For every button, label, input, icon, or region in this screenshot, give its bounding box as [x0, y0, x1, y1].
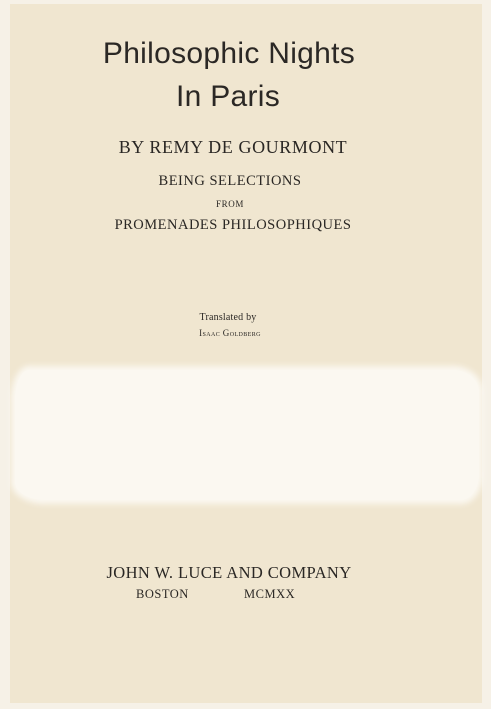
- publisher-name: JOHN W. LUCE AND COMPANY: [106, 563, 352, 582]
- selections-line-2: FROM: [216, 199, 244, 209]
- erased-stamp-area: [15, 370, 479, 500]
- publication-year: MCMXX: [244, 587, 296, 601]
- translator-name: Isaac Goldberg: [199, 328, 261, 338]
- translated-by-label: Translated by: [199, 312, 257, 323]
- title-page: [10, 4, 482, 703]
- title-line-2: In Paris: [175, 80, 281, 113]
- publisher-city: BOSTON: [136, 587, 189, 601]
- selections-line-3: PROMENADES PHILOSOPHIQUES: [114, 217, 352, 233]
- author-line: BY REMY DE GOURMONT: [118, 137, 348, 157]
- selections-line-1: BEING SELECTIONS: [158, 173, 302, 189]
- title-line-1: Philosophic Nights: [102, 37, 356, 70]
